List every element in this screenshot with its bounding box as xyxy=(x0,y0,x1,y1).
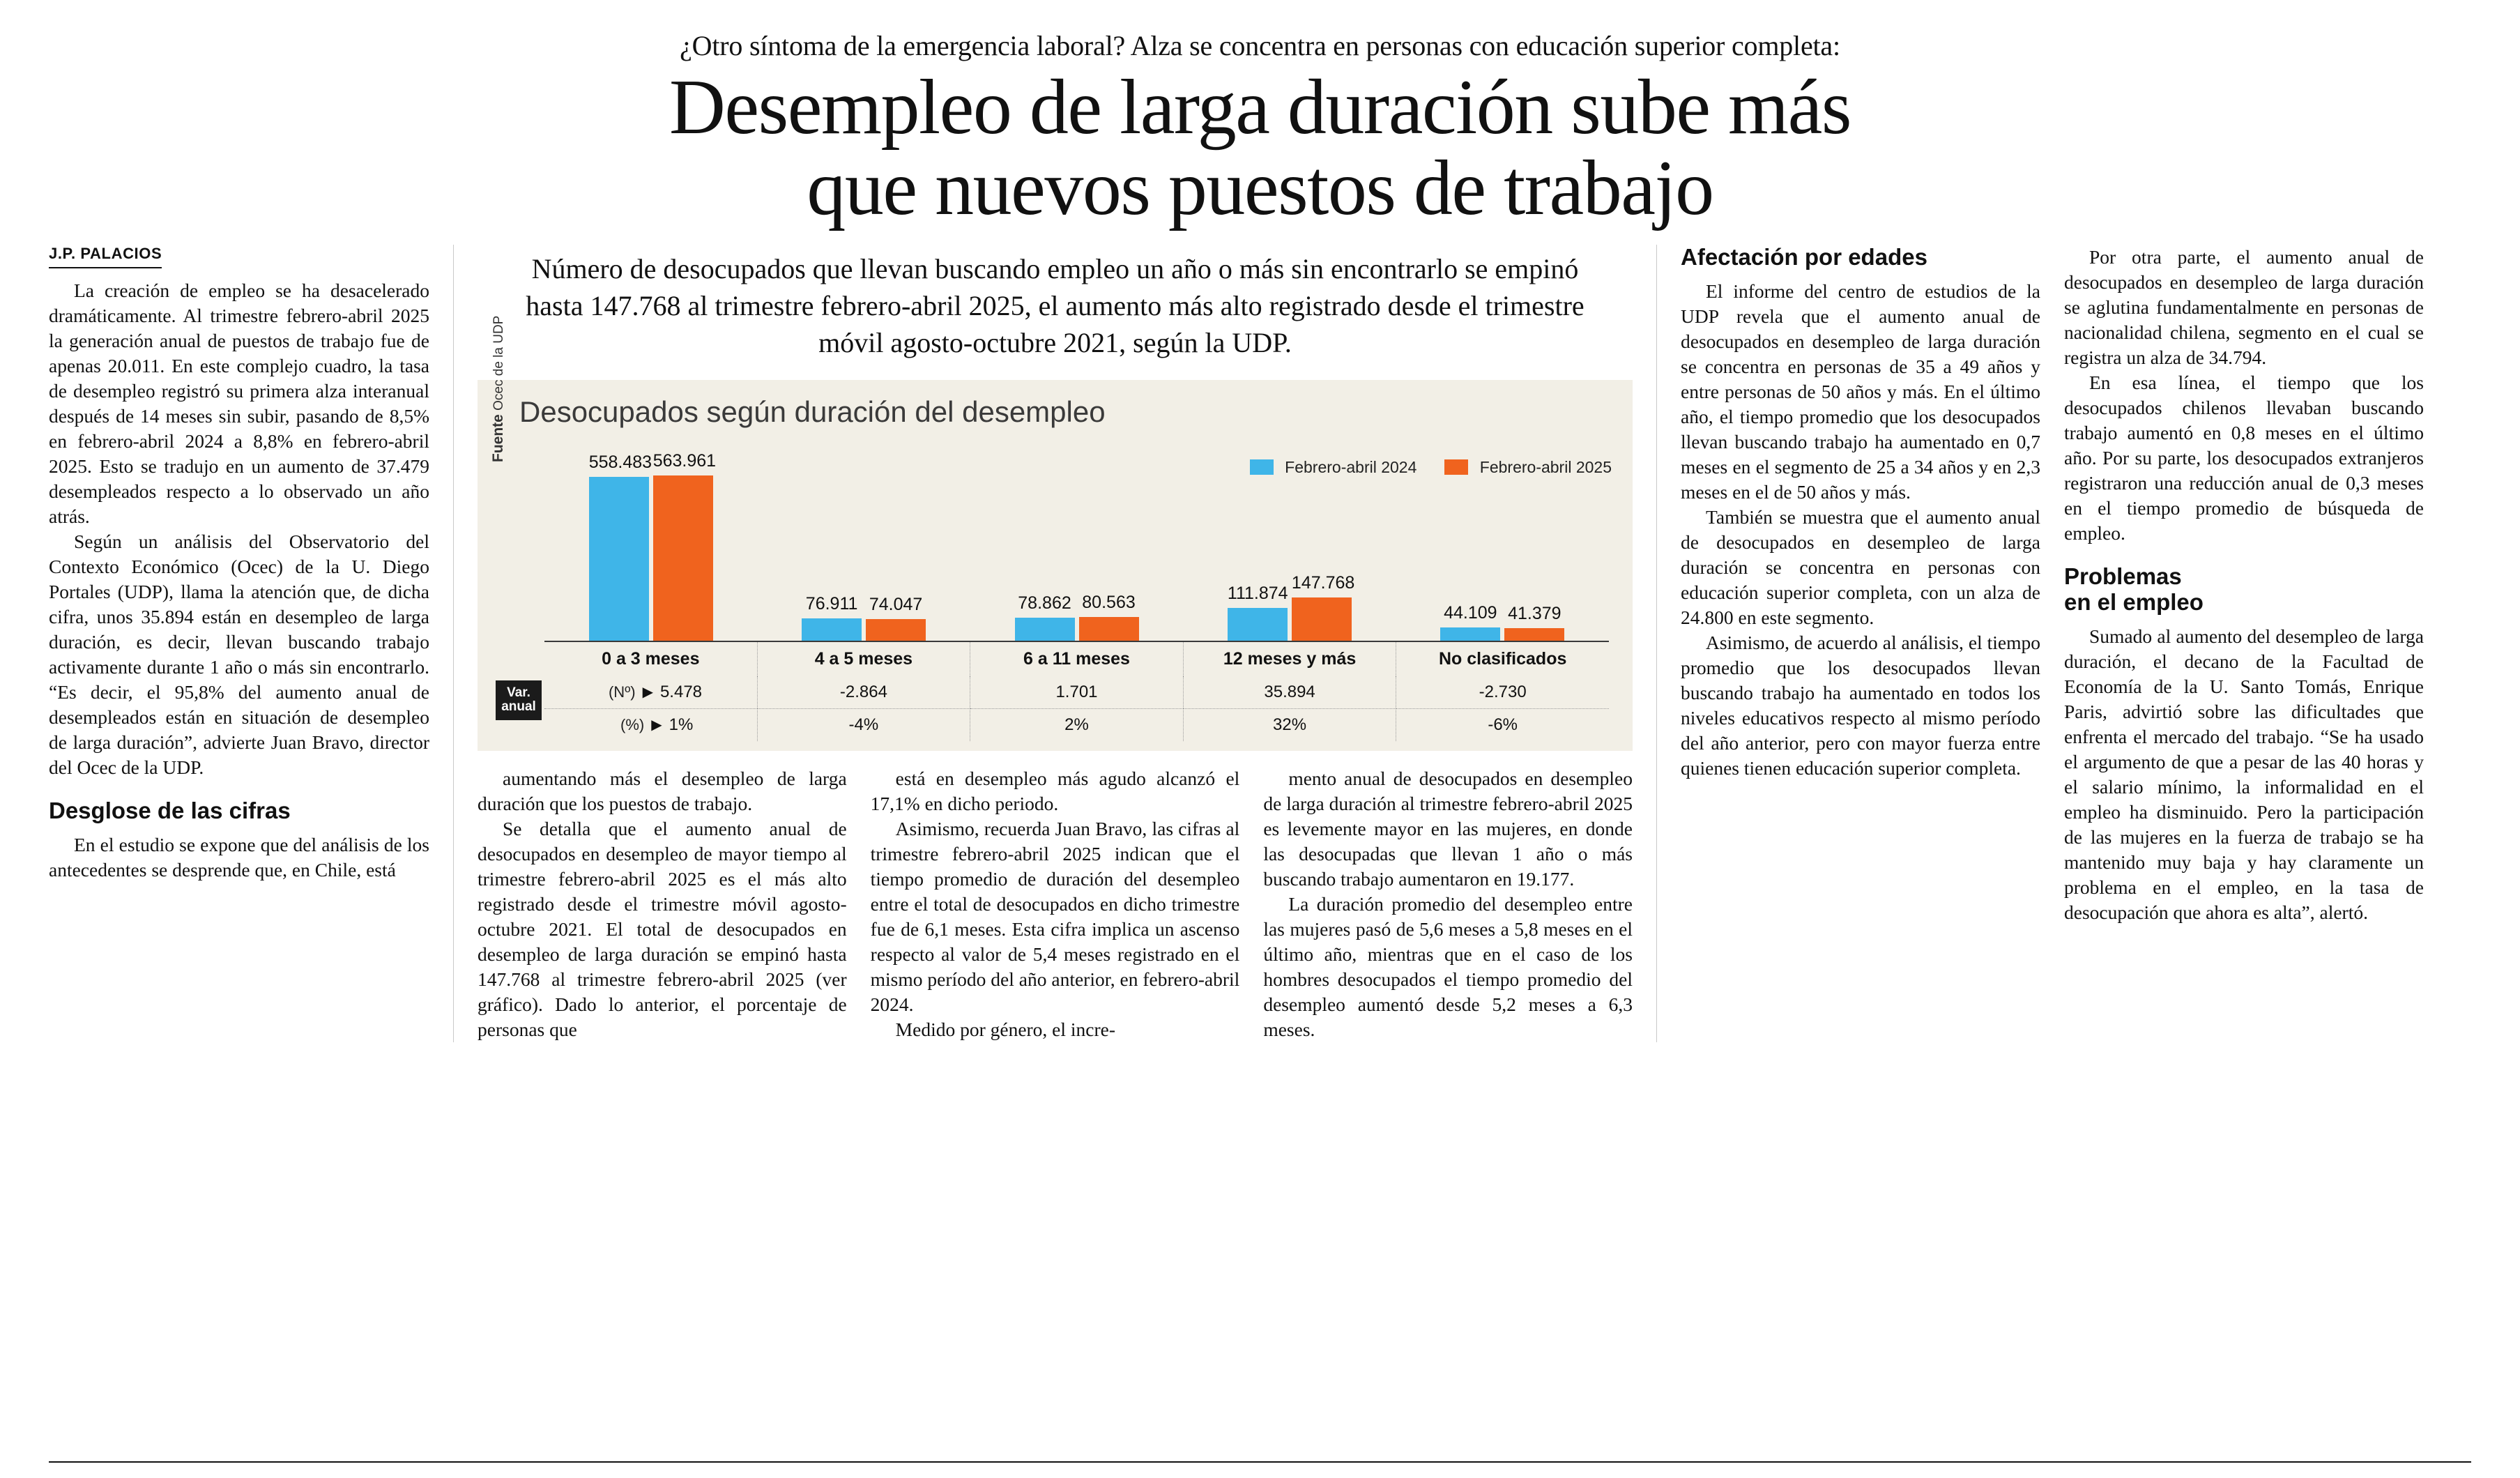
subhead-line-1: Problemas xyxy=(2064,563,2182,590)
paragraph: Sumado al aumento del desempleo de larga duración, el decano de la Facultad de Economía de la U. Santo Tomás, Enrique Paris, advirtió sobre las dificultades que enfrenta el mercado del trabajo. “Se ha usado el argumento de que a pesar de las 40 horas y el salario mínimo, la informalidad en el empleo ha disminuido. Pero la participación de las mujeres en la fuerza de trabajo se ha mantenido muy baja y hay claramente un problema en el empleo, en la tasa de desocupación que ahora es alta”, alertó. xyxy=(2064,625,2424,924)
bar-value-label: 74.047 xyxy=(869,594,923,614)
chart-category-axis xyxy=(544,641,1609,676)
paragraph: Medido por género, el incre- xyxy=(895,1018,1116,1040)
legend-label: Febrero-abril 2024 xyxy=(1285,457,1417,476)
bar-rect xyxy=(1440,627,1500,641)
bar-rect xyxy=(1292,597,1352,641)
article-kicker: ¿Otro síntoma de la emergencia laboral? Alza se concentra en personas con educación superior completa: xyxy=(680,30,1840,61)
table-cell: -4% xyxy=(758,708,971,741)
paragraph: mento anual de desocupados en desempleo de larga duración al trimestre febrero-abril 2025 es levemente mayor en las mujeres, en donde las desocupadas que llevan 1 año o más buscando trabajo aumentaron en 19.177. xyxy=(1263,767,1633,890)
category-label: 0 a 3 meses xyxy=(544,642,758,676)
paragraph: está en desempleo más agudo alcanzó el 17,1% en dicho periodo. xyxy=(870,767,1240,814)
paragraph: En el estudio se expone que del análisis de los antecedentes se desprende que, en Chile, está xyxy=(49,834,429,881)
bar-2025 xyxy=(1079,432,1139,641)
under-column-2 xyxy=(871,766,1240,1042)
bar-value-label: 76.911 xyxy=(805,593,858,614)
bar-group-0-a-3-meses xyxy=(544,432,757,641)
bar-rect xyxy=(1228,608,1288,641)
paragraph: La duración promedio del desempleo entre las mujeres pasó de 5,6 meses a 5,8 meses en el último año, mientras que en el caso de los hombres desocupados el tiempo promedio del desempleo aumentó desde 5,2 meses a 6,3 meses. xyxy=(1263,892,1633,1040)
column-left xyxy=(49,245,453,1042)
cell-value: 5.478 xyxy=(659,682,703,701)
article-body-grid xyxy=(49,245,2471,1042)
bar-2024 xyxy=(802,432,862,641)
under-column-3 xyxy=(1263,766,1633,1042)
paragraph: Según un análisis del Observatorio del Contexto Económico (Ocec) de la U. Diego Portales (UDP), llama la atención que, de dicha cifra, unos 35.894 están en desempleo de larga duración, es decir, llevan buscando trabajo activamente durante 1 año o más sin encontrarlo. “Es decir, el 95,8% del aumento anual de desempleados están en situación de desempleo de larga duración”, advierte Juan Bravo, director del Ocec de la UDP. xyxy=(49,531,429,779)
bar-2024 xyxy=(1015,432,1075,641)
triangle-right-icon: ▶ xyxy=(642,685,653,700)
bar-rect xyxy=(1015,618,1075,641)
bar-value-label: 558.483 xyxy=(588,452,652,472)
row-key: (Nº) xyxy=(608,683,636,701)
page-bottom-rule xyxy=(49,1461,2471,1463)
chart-source-word: Fuente xyxy=(490,413,506,462)
subhead-line-2: en el empleo xyxy=(2064,589,2204,616)
bar-value-label: 44.109 xyxy=(1444,602,1497,623)
bar-group-4-a-5-meses xyxy=(757,432,970,641)
bar-2025 xyxy=(652,432,717,641)
table-cell xyxy=(544,676,758,708)
bar-value-label: 111.874 xyxy=(1227,583,1288,603)
table-cell: 32% xyxy=(1184,708,1397,741)
column-4 xyxy=(1681,245,2040,925)
paragraph: También se muestra que el aumento anual de desocupados en desempleo de larga duración se concentra en personas con educación superior completa, con un alza de 24.800 en este segmento. xyxy=(1681,506,2040,629)
category-label: No clasificados xyxy=(1438,648,1567,669)
table-row xyxy=(496,708,1609,741)
under-column-1 xyxy=(478,766,847,1042)
under-chart-columns xyxy=(478,766,1633,1042)
chart-figure xyxy=(478,315,1633,751)
chart-plot-area xyxy=(544,432,1609,641)
article-standfirst: Número de desocupados que llevan buscando empleo un año o más sin encontrarlo se empinó hasta 147.768 al trimestre febrero-abril 2025, el aumento más alto registrado desde el trimestre móvil agosto-octubre 2021, según la UDP. xyxy=(526,252,1584,359)
paragraph: Por otra parte, el aumento anual de desocupados en desempleo de larga duración se aglutina fundamentalmente en personas de nacionalidad chilena, segmento en el cual se registra un alza de 34.794. xyxy=(2064,245,2424,368)
bar-value-label: 563.961 xyxy=(652,450,717,471)
bar-2024 xyxy=(1440,432,1500,641)
badge-line-1: Var. xyxy=(507,685,530,700)
column-gap xyxy=(2040,245,2064,925)
bar-2024 xyxy=(1228,432,1288,641)
row-group-label xyxy=(496,676,544,715)
chart-title: Desocupados según duración del desempleo xyxy=(519,395,1106,428)
bar-value-label: 80.563 xyxy=(1082,592,1136,612)
table-cell: -2.864 xyxy=(758,676,971,708)
paragraph: Se detalla que el aumento anual de desocupados en desempleo de mayor tiempo al trimestre febrero-abril 2025 es el más alto registrado desde el trimestre móvil agosto-octubre 2021. El total de desocupados en desempleo de larga duración se empinó hasta 147.768 al trimestre febrero-abril 2025 (ver gráfico). Dado lo anterior, el porcentaje de personas que xyxy=(478,817,847,1040)
byline: J.P. PALACIOS xyxy=(49,245,162,268)
paragraph: La creación de empleo se ha desacelerado dramáticamente. Al trimestre febrero-abril 2025 la generación anual de puestos de trabajo fue de apenas 20.011. En este complejo cuadro, la tasa de desempleo registró su primera alza interanual después de 14 meses sin subir, pasando de 8,5% en febrero-abril 2024 a 8,8% en febrero-abril 2025. Esto se tradujo en un aumento de 37.479 desempleados respecto a lo observado un año atrás. xyxy=(49,279,429,528)
bar-value-label: 147.768 xyxy=(1291,572,1355,593)
chart-source-detail: Ocec de la UDP xyxy=(491,315,506,411)
table-cell: 35.894 xyxy=(1184,676,1397,708)
paragraph: Asimismo, de acuerdo al análisis, el tiempo promedio que los desocupados llevan buscando trabajo ha aumentado en todos los niveles educativos respecto al mismo período del año anterior, pero con mayor fuerza entre quienes tienen educación superior completa. xyxy=(1681,632,2040,779)
bar-2025 xyxy=(1291,432,1355,641)
bar-rect xyxy=(589,477,649,641)
column-right-pair xyxy=(1657,245,2424,1042)
paragraph: En esa línea, el tiempo que los desocupados chilenos llevaban buscando trabajo aumentó en 0,8 meses en el último año. Por su parte, los desocupados extranjeros registraron una reducción anual de 0,3 meses en el tiempo promedio de búsqueda de empleo. xyxy=(2064,372,2424,544)
bar-2024 xyxy=(588,432,652,641)
row-group-spacer xyxy=(496,708,544,741)
table-cell: 1.701 xyxy=(970,676,1184,708)
bar-group-12-meses-y-mas xyxy=(1183,432,1396,641)
bar-rect xyxy=(1504,628,1564,641)
table-row xyxy=(496,676,1609,715)
headline-line-1: Desempleo de larga duración sube más xyxy=(669,64,1851,151)
column-center xyxy=(454,245,1656,1042)
table-cell: -6% xyxy=(1396,708,1609,741)
legend-label: Febrero-abril 2025 xyxy=(1479,457,1612,476)
column-5 xyxy=(2064,245,2424,925)
paragraph: aumentando más el desempleo de larga duración que los puestos de trabajo. xyxy=(478,767,847,814)
row-key: (%) xyxy=(620,715,645,733)
bar-rect xyxy=(866,619,926,641)
table-cell: -2.730 xyxy=(1479,682,1527,701)
category-label: 4 a 5 meses xyxy=(758,642,971,676)
paragraph: Asimismo, recuerda Juan Bravo, las cifras al trimestre febrero-abril 2025 indican que el tiempo promedio de duración del desempleo entre el total de desocupados en dicho trimestre fue de 6,1 meses. Esta cifra implica un ascenso respecto al valor de 5,4 meses registrado en el mismo período del año anterior, en febrero-abril 2024. xyxy=(870,817,1240,1015)
chart-variation-table xyxy=(496,676,1609,741)
table-cell xyxy=(544,708,758,741)
cell-value: 1% xyxy=(669,715,694,734)
category-label: 6 a 11 meses xyxy=(970,642,1184,676)
bar-2025 xyxy=(1504,432,1564,641)
headline-line-2: que nuevos puestos de trabajo xyxy=(807,145,1713,232)
category-label: 12 meses y más xyxy=(1184,642,1397,676)
bar-group-6-a-11-meses xyxy=(970,432,1183,641)
bar-value-label: 41.379 xyxy=(1508,603,1561,623)
paragraph: El informe del centro de estudios de la UDP revela que el aumento anual de desocupados en desempleo de larga duración se concentra en personas de 35 a 49 años y entre personas de 50 años y más. En el último año, el tiempo promedio que los desocupados llevan buscando trabajo ha aumentado en 0,7 meses en el segmento de 25 a 34 años y en 2,3 meses en el de 50 años y más. xyxy=(1681,280,2040,503)
chart-source-label xyxy=(490,315,507,462)
section-subhead xyxy=(2064,564,2424,616)
triangle-right-icon: ▶ xyxy=(651,717,662,733)
bar-value-label: 78.862 xyxy=(1018,593,1071,613)
bar-rect xyxy=(653,475,713,641)
bar-group-no-clasificados xyxy=(1396,432,1609,641)
bar-2025 xyxy=(866,432,926,641)
bar-rect xyxy=(1079,617,1139,641)
table-cell: 2% xyxy=(970,708,1184,741)
section-subhead: Desglose de las cifras xyxy=(49,798,291,824)
page-title xyxy=(49,64,2471,232)
bar-rect xyxy=(802,618,862,641)
badge-line-2: anual xyxy=(501,699,536,715)
section-subhead: Afectación por edades xyxy=(1681,243,1927,270)
